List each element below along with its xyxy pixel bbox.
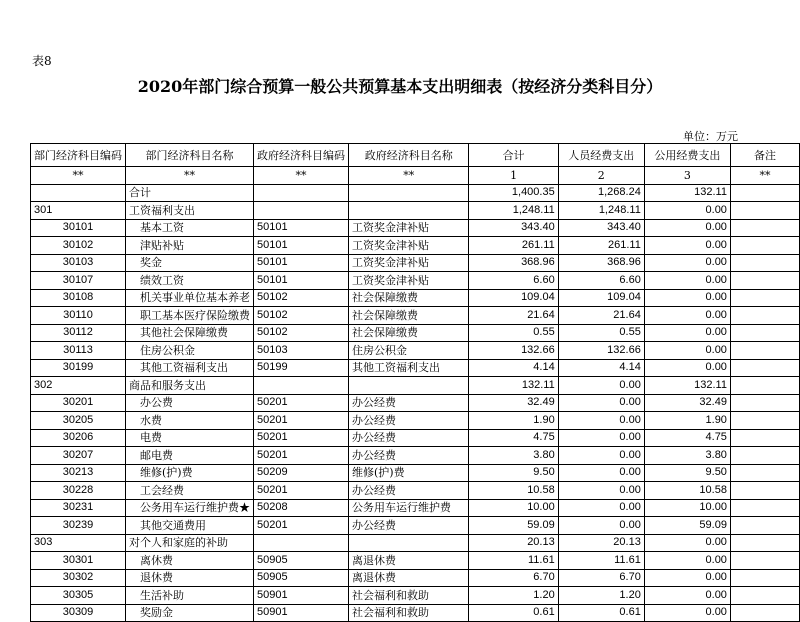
note-cell bbox=[730, 482, 799, 500]
name-cell: 机关事业单位基本养老 bbox=[126, 289, 254, 307]
total-cell: 132.66 bbox=[469, 342, 558, 360]
name-cell: 津贴补贴 bbox=[126, 237, 254, 255]
gov-code-cell: 50201 bbox=[254, 517, 349, 535]
public-cell: 59.09 bbox=[644, 517, 730, 535]
total-cell: 1,248.11 bbox=[469, 202, 558, 220]
gov-name-cell bbox=[349, 184, 469, 202]
total-cell: 261.11 bbox=[469, 237, 558, 255]
name-cell: 公务用车运行维护费★ bbox=[126, 499, 254, 517]
marker-cell: ** bbox=[31, 167, 126, 185]
note-cell bbox=[730, 237, 799, 255]
total-cell: 1.20 bbox=[469, 587, 558, 605]
public-cell: 0.00 bbox=[644, 587, 730, 605]
gov-name-cell: 社会保障缴费 bbox=[349, 289, 469, 307]
code-cell: 30107 bbox=[31, 272, 126, 290]
gov-code-cell: 50201 bbox=[254, 429, 349, 447]
personnel-cell: 6.60 bbox=[558, 272, 644, 290]
note-cell bbox=[730, 254, 799, 272]
code-cell: 30207 bbox=[31, 447, 126, 465]
public-cell: 0.00 bbox=[644, 359, 730, 377]
gov-code-cell bbox=[254, 534, 349, 552]
public-cell: 0.00 bbox=[644, 272, 730, 290]
gov-code-cell: 50102 bbox=[254, 289, 349, 307]
note-cell bbox=[730, 377, 799, 395]
gov-code-cell: 50201 bbox=[254, 482, 349, 500]
public-cell: 0.00 bbox=[644, 534, 730, 552]
public-cell: 3.80 bbox=[644, 447, 730, 465]
name-cell: 工会经费 bbox=[126, 482, 254, 500]
marker-cell: 1 bbox=[469, 167, 558, 185]
table-row bbox=[31, 552, 800, 570]
name-cell: 办公费 bbox=[126, 394, 254, 412]
public-cell: 0.00 bbox=[644, 202, 730, 220]
table-row bbox=[31, 219, 800, 237]
total-cell: 368.96 bbox=[469, 254, 558, 272]
table-row bbox=[31, 394, 800, 412]
table-row bbox=[31, 499, 800, 517]
gov-name-cell: 工资奖金津补贴 bbox=[349, 237, 469, 255]
header-dept-name: 部门经济科目名称 bbox=[126, 144, 254, 167]
public-cell: 1.90 bbox=[644, 412, 730, 430]
code-cell: 30309 bbox=[31, 604, 126, 622]
table-row bbox=[31, 517, 800, 535]
gov-code-cell: 50101 bbox=[254, 272, 349, 290]
total-cell: 59.09 bbox=[469, 517, 558, 535]
personnel-cell: 11.61 bbox=[558, 552, 644, 570]
gov-name-cell: 社会保障缴费 bbox=[349, 307, 469, 325]
marker-cell: ** bbox=[730, 167, 799, 185]
note-cell bbox=[730, 517, 799, 535]
gov-name-cell: 公务用车运行维护费 bbox=[349, 499, 469, 517]
personnel-cell: 0.61 bbox=[558, 604, 644, 622]
code-cell: 30112 bbox=[31, 324, 126, 342]
table-row bbox=[31, 184, 800, 202]
note-cell bbox=[730, 447, 799, 465]
personnel-cell: 6.70 bbox=[558, 569, 644, 587]
public-cell: 0.00 bbox=[644, 342, 730, 360]
personnel-cell: 4.14 bbox=[558, 359, 644, 377]
name-cell: 奖金 bbox=[126, 254, 254, 272]
public-cell: 0.00 bbox=[644, 307, 730, 325]
gov-code-cell: 50101 bbox=[254, 254, 349, 272]
gov-name-cell: 社会福利和救助 bbox=[349, 604, 469, 622]
personnel-cell: 0.00 bbox=[558, 464, 644, 482]
unit-label: 单位：万元 bbox=[683, 130, 738, 143]
personnel-cell: 343.40 bbox=[558, 219, 644, 237]
public-cell: 0.00 bbox=[644, 324, 730, 342]
note-cell bbox=[730, 552, 799, 570]
note-cell bbox=[730, 359, 799, 377]
total-cell: 11.61 bbox=[469, 552, 558, 570]
gov-name-cell: 维修(护)费 bbox=[349, 464, 469, 482]
personnel-cell: 109.04 bbox=[558, 289, 644, 307]
gov-name-cell: 离退休费 bbox=[349, 569, 469, 587]
total-cell: 10.58 bbox=[469, 482, 558, 500]
name-cell: 合计 bbox=[126, 184, 254, 202]
code-cell: 30201 bbox=[31, 394, 126, 412]
table-row bbox=[31, 412, 800, 430]
public-cell: 0.00 bbox=[644, 219, 730, 237]
table-row bbox=[31, 482, 800, 500]
marker-cell: ** bbox=[254, 167, 349, 185]
total-cell: 10.00 bbox=[469, 499, 558, 517]
gov-name-cell: 办公经费 bbox=[349, 429, 469, 447]
name-cell: 职工基本医疗保险缴费 bbox=[126, 307, 254, 325]
total-cell: 132.11 bbox=[469, 377, 558, 395]
public-cell: 132.11 bbox=[644, 184, 730, 202]
total-cell: 4.14 bbox=[469, 359, 558, 377]
table-row bbox=[31, 429, 800, 447]
name-cell: 工资福利支出 bbox=[126, 202, 254, 220]
code-cell: 30302 bbox=[31, 569, 126, 587]
gov-name-cell: 住房公积金 bbox=[349, 342, 469, 360]
gov-code-cell: 50101 bbox=[254, 219, 349, 237]
gov-code-cell: 50199 bbox=[254, 359, 349, 377]
gov-code-cell: 50905 bbox=[254, 569, 349, 587]
name-cell: 对个人和家庭的补助 bbox=[126, 534, 254, 552]
gov-name-cell: 办公经费 bbox=[349, 447, 469, 465]
marker-cell: ** bbox=[126, 167, 254, 185]
note-cell bbox=[730, 587, 799, 605]
public-cell: 0.00 bbox=[644, 254, 730, 272]
code-cell: 30101 bbox=[31, 219, 126, 237]
total-cell: 6.70 bbox=[469, 569, 558, 587]
table-row bbox=[31, 237, 800, 255]
total-cell: 0.55 bbox=[469, 324, 558, 342]
total-cell: 20.13 bbox=[469, 534, 558, 552]
gov-name-cell: 办公经费 bbox=[349, 412, 469, 430]
note-cell bbox=[730, 499, 799, 517]
gov-name-cell: 社会福利和救助 bbox=[349, 587, 469, 605]
public-cell: 10.00 bbox=[644, 499, 730, 517]
personnel-cell: 1,268.24 bbox=[558, 184, 644, 202]
note-cell bbox=[730, 394, 799, 412]
public-cell: 0.00 bbox=[644, 552, 730, 570]
personnel-cell: 0.00 bbox=[558, 499, 644, 517]
personnel-cell: 0.00 bbox=[558, 377, 644, 395]
total-cell: 6.60 bbox=[469, 272, 558, 290]
table-row bbox=[31, 254, 800, 272]
total-cell: 343.40 bbox=[469, 219, 558, 237]
public-cell: 10.58 bbox=[644, 482, 730, 500]
gov-code-cell bbox=[254, 377, 349, 395]
total-cell: 32.49 bbox=[469, 394, 558, 412]
gov-name-cell: 办公经费 bbox=[349, 482, 469, 500]
code-cell: 30206 bbox=[31, 429, 126, 447]
personnel-cell: 368.96 bbox=[558, 254, 644, 272]
personnel-cell: 20.13 bbox=[558, 534, 644, 552]
public-cell: 4.75 bbox=[644, 429, 730, 447]
table-row bbox=[31, 307, 800, 325]
gov-name-cell bbox=[349, 202, 469, 220]
gov-code-cell: 50201 bbox=[254, 412, 349, 430]
marker-cell: 2 bbox=[558, 167, 644, 185]
name-cell: 其他社会保障缴费 bbox=[126, 324, 254, 342]
note-cell bbox=[730, 569, 799, 587]
personnel-cell: 0.00 bbox=[558, 412, 644, 430]
header-personnel: 人员经费支出 bbox=[558, 144, 644, 167]
gov-code-cell: 50208 bbox=[254, 499, 349, 517]
gov-code-cell: 50102 bbox=[254, 324, 349, 342]
name-cell: 奖励金 bbox=[126, 604, 254, 622]
marker-cell: 3 bbox=[644, 167, 730, 185]
personnel-cell: 0.00 bbox=[558, 447, 644, 465]
table-row bbox=[31, 377, 800, 395]
code-cell: 30213 bbox=[31, 464, 126, 482]
name-cell: 离休费 bbox=[126, 552, 254, 570]
name-cell: 商品和服务支出 bbox=[126, 377, 254, 395]
note-cell bbox=[730, 534, 799, 552]
total-cell: 1,400.35 bbox=[469, 184, 558, 202]
code-cell: 30231 bbox=[31, 499, 126, 517]
note-cell bbox=[730, 307, 799, 325]
total-cell: 109.04 bbox=[469, 289, 558, 307]
name-cell: 生活补助 bbox=[126, 587, 254, 605]
gov-code-cell bbox=[254, 202, 349, 220]
public-cell: 0.00 bbox=[644, 289, 730, 307]
personnel-cell: 0.00 bbox=[558, 482, 644, 500]
gov-name-cell: 办公经费 bbox=[349, 394, 469, 412]
table-row bbox=[31, 447, 800, 465]
personnel-cell: 0.00 bbox=[558, 394, 644, 412]
budget-table bbox=[30, 143, 800, 622]
name-cell: 水费 bbox=[126, 412, 254, 430]
table-row bbox=[31, 587, 800, 605]
gov-code-cell bbox=[254, 184, 349, 202]
note-cell bbox=[730, 219, 799, 237]
note-cell bbox=[730, 202, 799, 220]
gov-name-cell: 离退休费 bbox=[349, 552, 469, 570]
public-cell: 0.00 bbox=[644, 569, 730, 587]
table-row bbox=[31, 604, 800, 622]
note-cell bbox=[730, 464, 799, 482]
total-cell: 1.90 bbox=[469, 412, 558, 430]
header-gov-code: 政府经济科目编码 bbox=[254, 144, 349, 167]
code-cell: 303 bbox=[31, 534, 126, 552]
name-cell: 维修(护)费 bbox=[126, 464, 254, 482]
gov-name-cell: 社会保障缴费 bbox=[349, 324, 469, 342]
name-cell: 其他工资福利支出 bbox=[126, 359, 254, 377]
gov-code-cell: 50101 bbox=[254, 237, 349, 255]
total-cell: 0.61 bbox=[469, 604, 558, 622]
public-cell: 0.00 bbox=[644, 237, 730, 255]
gov-code-cell: 50102 bbox=[254, 307, 349, 325]
table-number-label: 表8 bbox=[32, 54, 52, 68]
personnel-cell: 0.55 bbox=[558, 324, 644, 342]
table-row bbox=[31, 359, 800, 377]
personnel-cell: 1,248.11 bbox=[558, 202, 644, 220]
note-cell bbox=[730, 604, 799, 622]
header-gov-name: 政府经济科目名称 bbox=[349, 144, 469, 167]
name-cell: 电费 bbox=[126, 429, 254, 447]
note-cell bbox=[730, 412, 799, 430]
table-row bbox=[31, 202, 800, 220]
note-cell bbox=[730, 429, 799, 447]
marker-cell: ** bbox=[349, 167, 469, 185]
code-cell: 30113 bbox=[31, 342, 126, 360]
gov-code-cell: 50901 bbox=[254, 587, 349, 605]
table-row bbox=[31, 534, 800, 552]
code-cell: 30305 bbox=[31, 587, 126, 605]
gov-code-cell: 50201 bbox=[254, 447, 349, 465]
name-cell: 邮电费 bbox=[126, 447, 254, 465]
table-row bbox=[31, 342, 800, 360]
header-total: 合计 bbox=[469, 144, 558, 167]
table-row bbox=[31, 289, 800, 307]
header-row bbox=[31, 144, 800, 167]
gov-name-cell: 工资奖金津补贴 bbox=[349, 254, 469, 272]
name-cell: 退休费 bbox=[126, 569, 254, 587]
gov-code-cell: 50103 bbox=[254, 342, 349, 360]
table-row bbox=[31, 272, 800, 290]
gov-code-cell: 50209 bbox=[254, 464, 349, 482]
gov-name-cell: 工资奖金津补贴 bbox=[349, 272, 469, 290]
personnel-cell: 0.00 bbox=[558, 429, 644, 447]
personnel-cell: 21.64 bbox=[558, 307, 644, 325]
code-cell: 30108 bbox=[31, 289, 126, 307]
personnel-cell: 0.00 bbox=[558, 517, 644, 535]
code-cell: 30228 bbox=[31, 482, 126, 500]
gov-code-cell: 50201 bbox=[254, 394, 349, 412]
code-cell: 30301 bbox=[31, 552, 126, 570]
page-title: 2020年部门综合预算一般公共预算基本支出明细表（按经济分类科目分） bbox=[137, 77, 663, 96]
code-cell: 301 bbox=[31, 202, 126, 220]
public-cell: 9.50 bbox=[644, 464, 730, 482]
code-cell: 30239 bbox=[31, 517, 126, 535]
code-cell: 30205 bbox=[31, 412, 126, 430]
gov-name-cell bbox=[349, 534, 469, 552]
code-cell: 30102 bbox=[31, 237, 126, 255]
gov-code-cell: 50905 bbox=[254, 552, 349, 570]
header-note: 备注 bbox=[730, 144, 799, 167]
gov-name-cell: 办公经费 bbox=[349, 517, 469, 535]
code-cell bbox=[31, 184, 126, 202]
name-cell: 其他交通费用 bbox=[126, 517, 254, 535]
personnel-cell: 261.11 bbox=[558, 237, 644, 255]
gov-name-cell: 其他工资福利支出 bbox=[349, 359, 469, 377]
marker-row bbox=[31, 167, 800, 185]
code-cell: 30110 bbox=[31, 307, 126, 325]
total-cell: 21.64 bbox=[469, 307, 558, 325]
total-cell: 3.80 bbox=[469, 447, 558, 465]
name-cell: 绩效工资 bbox=[126, 272, 254, 290]
code-cell: 30103 bbox=[31, 254, 126, 272]
note-cell bbox=[730, 342, 799, 360]
header-public: 公用经费支出 bbox=[644, 144, 730, 167]
gov-name-cell: 工资奖金津补贴 bbox=[349, 219, 469, 237]
gov-code-cell: 50901 bbox=[254, 604, 349, 622]
name-cell: 住房公积金 bbox=[126, 342, 254, 360]
table-row bbox=[31, 569, 800, 587]
note-cell bbox=[730, 289, 799, 307]
total-cell: 9.50 bbox=[469, 464, 558, 482]
code-cell: 30199 bbox=[31, 359, 126, 377]
name-cell: 基本工资 bbox=[126, 219, 254, 237]
note-cell bbox=[730, 272, 799, 290]
public-cell: 32.49 bbox=[644, 394, 730, 412]
total-cell: 4.75 bbox=[469, 429, 558, 447]
note-cell bbox=[730, 324, 799, 342]
code-cell: 302 bbox=[31, 377, 126, 395]
table-row bbox=[31, 464, 800, 482]
personnel-cell: 132.66 bbox=[558, 342, 644, 360]
public-cell: 0.00 bbox=[644, 604, 730, 622]
note-cell bbox=[730, 184, 799, 202]
public-cell: 132.11 bbox=[644, 377, 730, 395]
personnel-cell: 1.20 bbox=[558, 587, 644, 605]
table-row bbox=[31, 324, 800, 342]
header-dept-code: 部门经济科目编码 bbox=[31, 144, 126, 167]
gov-name-cell bbox=[349, 377, 469, 395]
